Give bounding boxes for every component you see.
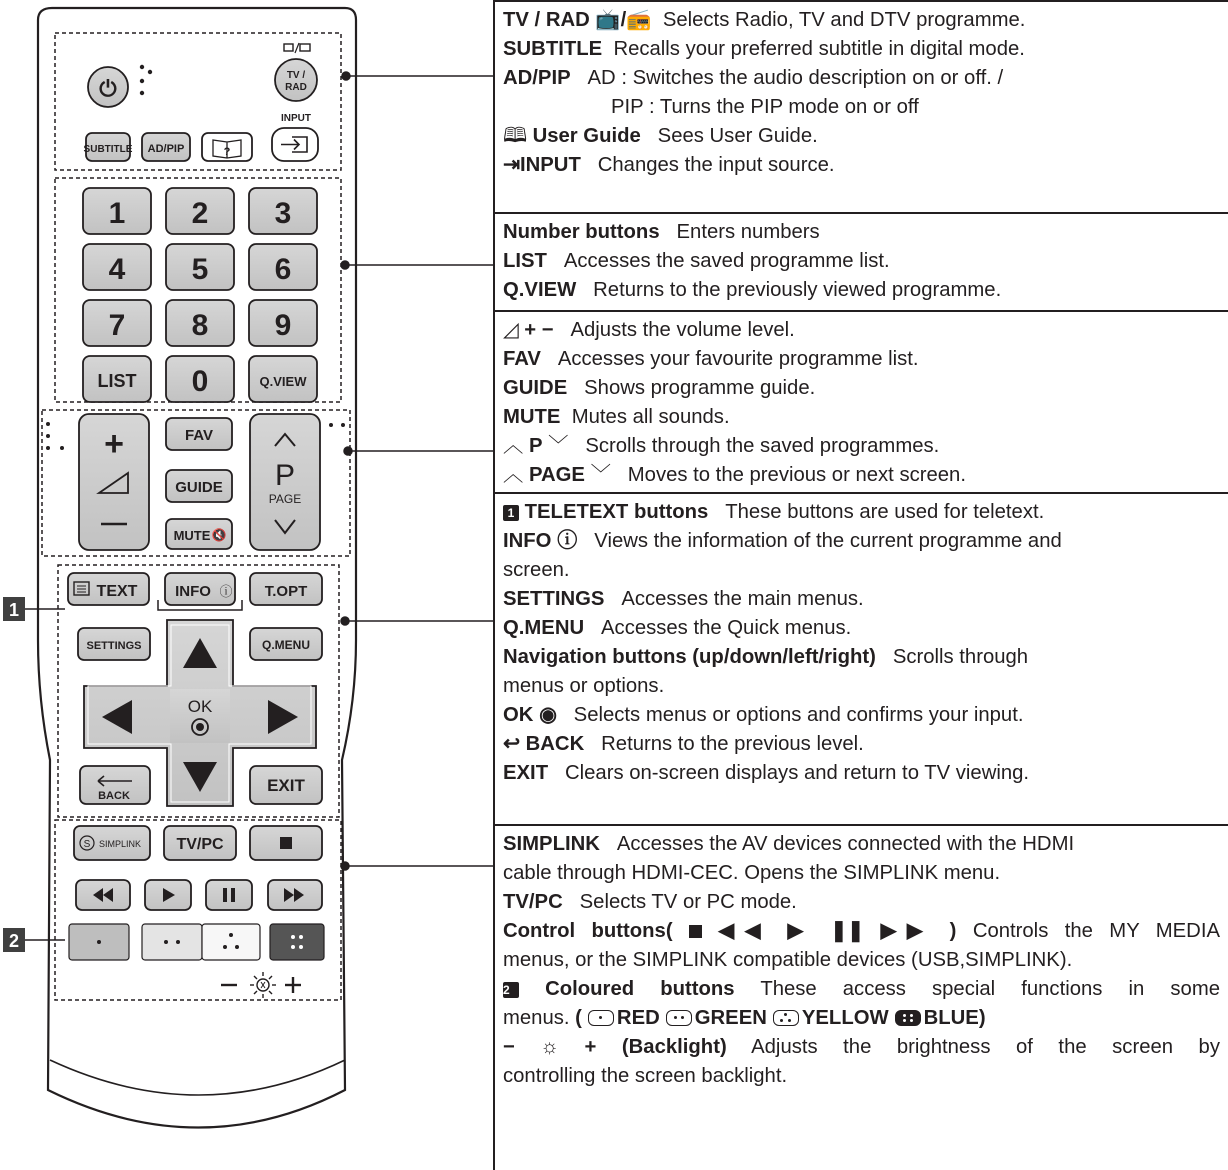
row-input: ⇥INPUT Changes the input source.	[503, 154, 835, 176]
ok-icon: ◉	[539, 704, 557, 726]
svg-text:MUTE: MUTE	[173, 528, 211, 543]
svg-text:0: 0	[191, 365, 209, 398]
row-mute: MUTE Mutes all sounds.	[503, 406, 730, 428]
row-fav: FAV Accesses your favourite programme list.	[503, 348, 919, 370]
row-control-2: menus, or the SIMPLINK compatible devices (USB,SIMPLINK).	[503, 949, 1073, 971]
volume-icon: ◿	[503, 319, 519, 341]
svg-text:4: 4	[108, 253, 126, 286]
row-nav: Navigation buttons (up/down/left/right) Scrolls through	[503, 646, 1029, 668]
row-info-2: screen.	[503, 559, 570, 581]
svg-text:P: P	[274, 459, 296, 492]
row-list: LIST Accesses the saved programme list.	[503, 250, 890, 272]
brightness-icon: ☼	[540, 1036, 559, 1058]
svg-text:TEXT: TEXT	[96, 583, 138, 600]
svg-text:?: ?	[223, 146, 231, 158]
row-p: ︿ P ﹀ Scrolls through the saved programmes.	[503, 435, 940, 457]
row-simplink-2: cable through HDMI-CEC. Opens the SIMPLINK menu.	[503, 862, 1001, 884]
chevron-up-icon: ︿	[503, 435, 524, 457]
blue-swatch-icon	[895, 1010, 921, 1026]
section-power-input	[493, 0, 1228, 212]
svg-text:LIST: LIST	[97, 371, 137, 391]
row-settings: SETTINGS Accesses the main menus.	[503, 588, 864, 610]
pause-button[interactable]	[206, 880, 252, 910]
row-control: Control buttons( ◀◀ ▶ ❚❚ ▶▶ ) Controls the MY MEDIA	[503, 920, 1220, 942]
svg-text:+: +	[104, 425, 124, 463]
row-page: ︿ PAGE ﹀ Moves to the previous or next screen.	[503, 464, 966, 486]
row-adpip-2: PIP : Turns the PIP mode on or off	[611, 96, 919, 118]
section-navigation	[493, 492, 1228, 824]
svg-text:INFO: INFO	[175, 583, 211, 600]
svg-text:Q.VIEW: Q.VIEW	[259, 374, 307, 389]
green-swatch-icon	[666, 1010, 692, 1026]
svg-text:RAD: RAD	[285, 82, 307, 93]
svg-text:9: 9	[274, 309, 292, 342]
mute-icon: 🔇	[211, 528, 227, 542]
book-icon: 🕮	[503, 125, 527, 147]
input-icon: ⇥	[503, 154, 520, 176]
svg-text:GUIDE: GUIDE	[175, 479, 223, 496]
row-ok: OK ◉ Selects menus or options and confirms your input.	[503, 704, 1024, 726]
svg-text:SUBTITLE: SUBTITLE	[83, 144, 133, 155]
svg-text:SIMPLINK: SIMPLINK	[98, 839, 142, 849]
svg-text:⏻: ⏻	[99, 76, 117, 101]
row-number-buttons: Number buttons Enters numbers	[503, 221, 820, 243]
row-subtitle: SUBTITLE Recalls your preferred subtitle in digital mode.	[503, 38, 1025, 60]
row-nav-2: menus or options.	[503, 675, 665, 697]
row-coloured: 2 Coloured buttons These access special functions in some	[503, 978, 1220, 1000]
svg-text:OK: OK	[187, 697, 213, 716]
section-numbers	[493, 212, 1228, 310]
row-tvpc: TV/PC Selects TV or PC mode.	[503, 891, 797, 913]
green-button[interactable]	[142, 924, 202, 960]
row-coloured-2: menus. ( RED GREEN YELLOW BLUE)	[503, 1007, 986, 1029]
row-qview: Q.VIEW Returns to the previously viewed programme.	[503, 279, 1002, 301]
yellow-swatch-icon	[773, 1010, 799, 1026]
row-simplink: SIMPLINK Accesses the AV devices connected with the HDMI	[503, 833, 1075, 855]
chevron-down-icon: ﹀	[548, 435, 569, 457]
row-backlight-2: controlling the screen backlight.	[503, 1065, 788, 1087]
red-swatch-icon	[588, 1010, 614, 1026]
svg-text:INPUT: INPUT	[281, 113, 311, 124]
svg-text:3: 3	[274, 197, 292, 230]
svg-text:T.OPT: T.OPT	[264, 583, 308, 600]
row-adpip: AD/PIP AD : Switches the audio description on or off. /	[503, 67, 1004, 89]
svg-text:S: S	[83, 839, 91, 850]
svg-text:1: 1	[108, 197, 126, 230]
svg-text:TV /: TV /	[286, 70, 306, 81]
chevron-down-icon: ﹀	[590, 464, 611, 486]
section-volume	[493, 310, 1228, 492]
stop-icon	[280, 837, 292, 849]
svg-text:EXIT: EXIT	[267, 776, 305, 795]
svg-text:FAV: FAV	[184, 427, 214, 444]
svg-text:8: 8	[191, 309, 209, 342]
svg-text:BACK: BACK	[98, 790, 130, 802]
info-icon: ⓘ	[219, 584, 233, 599]
row-qmenu: Q.MENU Accesses the Quick menus.	[503, 617, 852, 639]
row-teletext: 1 TELETEXT buttons These buttons are used for teletext.	[503, 498, 1220, 527]
svg-text:TV/PC: TV/PC	[176, 836, 224, 853]
svg-text:PAGE: PAGE	[268, 492, 302, 506]
row-volume: ◿ + − Adjusts the volume level.	[503, 319, 795, 341]
row-guide: GUIDE Shows programme guide.	[503, 377, 816, 399]
svg-text:Q.MENU: Q.MENU	[262, 638, 310, 652]
section-media	[493, 824, 1228, 1170]
blue-button[interactable]	[270, 924, 324, 960]
chevron-up-icon: ︿	[503, 464, 524, 486]
row-info: INFO ⓘ Views the information of the current programme and	[503, 530, 1062, 552]
svg-text:1: 1	[8, 600, 20, 620]
svg-text:6: 6	[274, 253, 292, 286]
row-backlight: − ☼ + (Backlight) Adjusts the brightness of the screen by	[503, 1036, 1220, 1058]
row-back: ↩ BACK Returns to the previous level.	[503, 733, 864, 755]
svg-text:5: 5	[191, 253, 209, 286]
stop-icon	[689, 925, 702, 938]
yellow-button[interactable]	[202, 924, 260, 960]
svg-text:2: 2	[191, 197, 209, 230]
svg-text:SETTINGS: SETTINGS	[86, 640, 142, 652]
svg-text:AD/PIP: AD/PIP	[147, 143, 185, 155]
info-icon: ⓘ	[557, 530, 578, 552]
row-tv-rad: TV / RAD 📺/📻 Selects Radio, TV and DTV programme.	[503, 9, 1026, 31]
svg-text:2: 2	[8, 931, 20, 951]
svg-text:7: 7	[108, 309, 126, 342]
description-panel	[493, 0, 1228, 1170]
back-arrow-icon: ↩	[503, 733, 520, 755]
row-user-guide: 🕮 User Guide Sees User Guide.	[503, 125, 818, 147]
row-exit: EXIT Clears on-screen displays and return to TV viewing.	[503, 762, 1030, 784]
